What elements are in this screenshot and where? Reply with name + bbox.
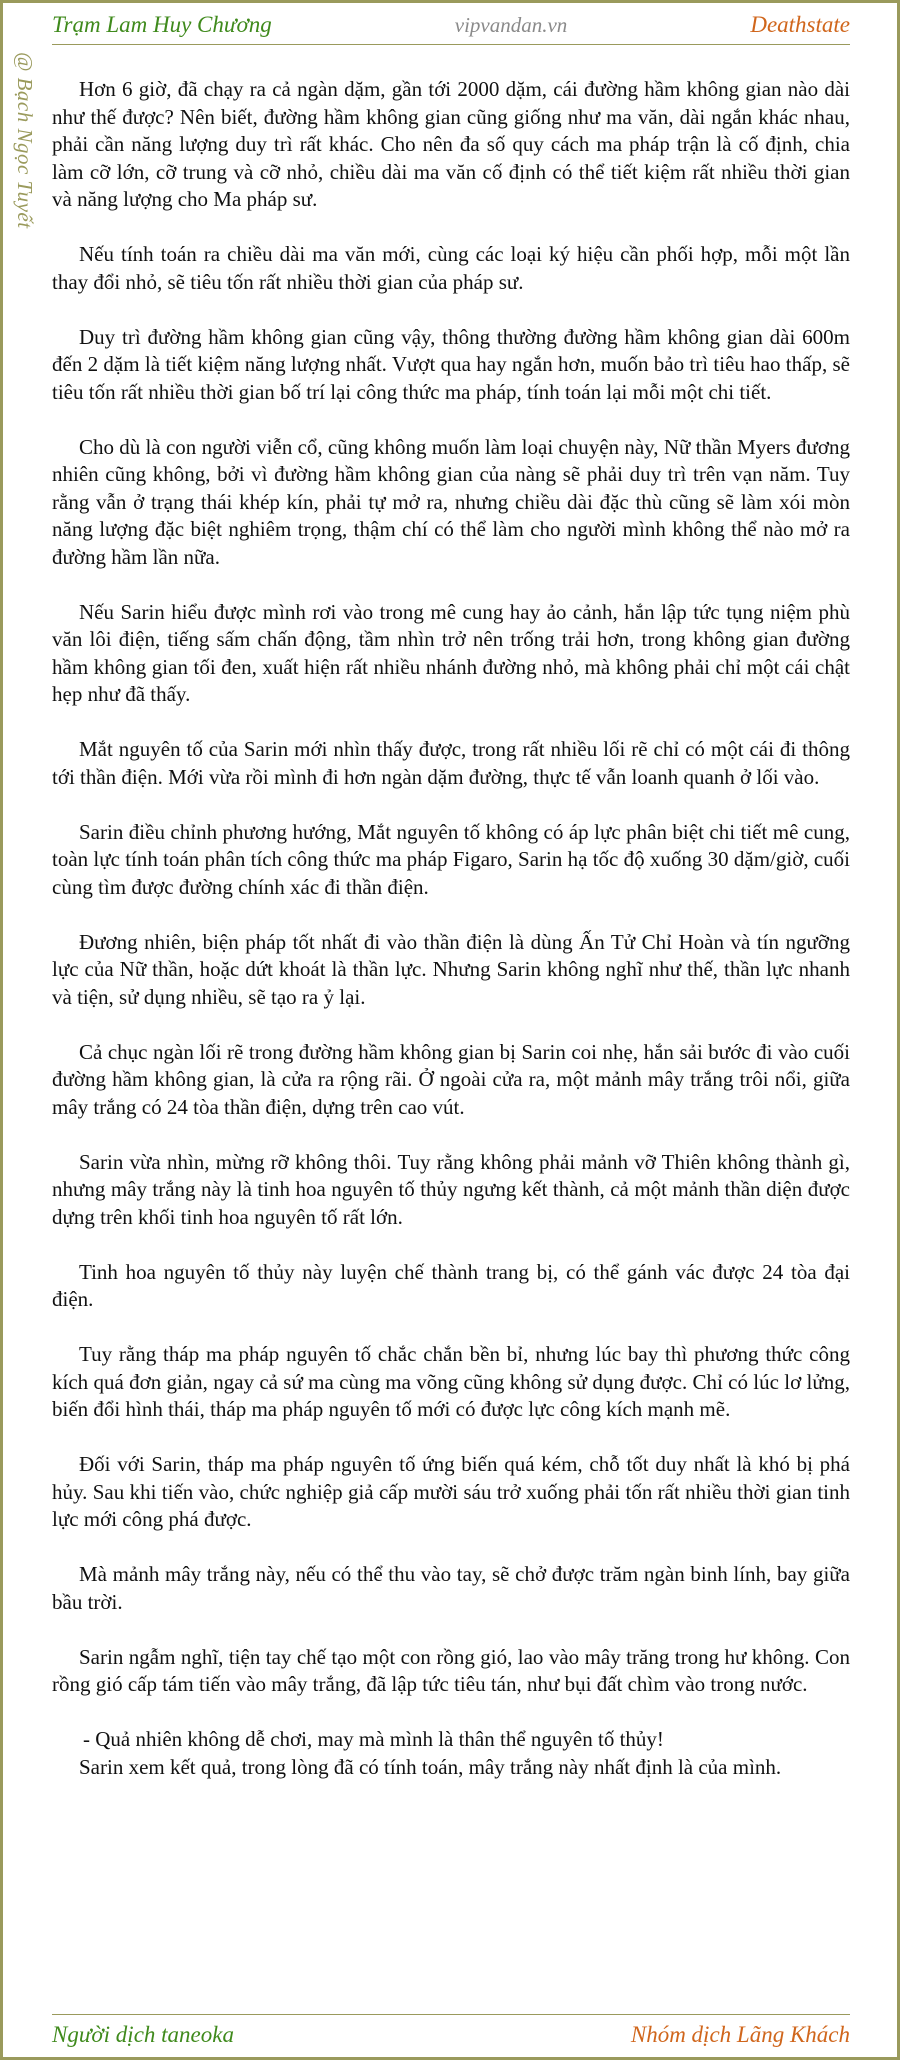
paragraph: Tinh hoa nguyên tố thủy này luyện chế thành trang bị, có thể gánh vác được 24 tòa đại điện. (52, 1259, 850, 1311)
footer-translator: Người dịch taneoka (52, 2022, 234, 2047)
paragraph: Đối với Sarin, tháp ma pháp nguyên tố ứng biến quá kém, chỗ tốt duy nhất là khó bị phá hủy. Sau khi tiến vào, chức nghiệp giả cấp mười sáu trở xuống phải tốn rất nhiều thời gian tinh lực mới công phá được. (52, 1452, 850, 1531)
paragraph: Hơn 6 giờ, đã chạy ra cả ngàn dặm, gần tới 2000 dặm, cái đường hầm không gian nào dài như thế được? Nên biết, đường hầm không gian cũng giống như ma văn, dài ngắn khác nhau, phải cần năng lượng duy trì rất khác. Cho nên đa số quy cách ma pháp trận là cố định, chia làm cỡ lớn, cỡ trung và cỡ nhỏ, chiều dài ma văn cố định có thể tiết kiệm rất nhiều thời gian và năng lượng cho Ma pháp sư. (52, 77, 850, 211)
paragraph: Sarin điều chỉnh phương hướng, Mắt nguyên tố không có áp lực phân biệt chi tiết mê cung, toàn lực tính toán phân tích công thức ma pháp Figaro, Sarin hạ tốc độ xuống 30 dặm/giờ, cuối cùng tìm được đường chính xác đi thần điện. (52, 819, 850, 899)
page-header (52, 6, 850, 45)
chapter-text (52, 76, 850, 1781)
header-website: vipvandan.vn (454, 12, 568, 37)
paragraph: Tuy rằng tháp ma pháp nguyên tố chắc chắn bền bỉ, nhưng lúc bay thì phương thức công kích quá đơn giản, ngay cả sứ ma cùng ma võng cũng không sử dụng được. Chỉ có lúc lơ lửng, biến đổi hình thái, tháp ma pháp nguyên tố mới có được lực công kích mạnh mẽ. (52, 1342, 850, 1421)
paragraph: Nếu tính toán ra chiều dài ma văn mới, cùng các loại ký hiệu cần phối hợp, mỗi một lần thay đổi nhỏ, sẽ tiêu tốn rất nhiều thời gian của pháp sư. (52, 242, 850, 294)
side-watermark-label: @ Bạch Ngọc Tuyết (13, 52, 37, 229)
paragraph: Duy trì đường hầm không gian cũng vậy, thông thường đường hầm không gian dài 600m đến 2 dặm là tiết kiệm năng lượng nhất. Vượt qua hay ngắn hơn, muốn bảo trì tiêu hao thấp, sẽ tiêu tốn rất nhiều thời gian bố trí lại công thức ma pháp, tính toán lại mỗi một chi tiết. (52, 324, 850, 404)
header-site-name: Trạm Lam Huy Chương (52, 12, 272, 37)
paragraph: Nếu Sarin hiểu được mình rơi vào trong mê cung hay ảo cảnh, hắn lập tức tụng niệm phù văn lôi điện, tiếng sấm chấn động, tầm nhìn trở nên trống trải hơn, trong không gian đường hầm không gian tối đen, xuất hiện rất nhiều nhánh đường nhỏ, mà không phải chỉ một cái chật hẹp như đã thấy. (52, 599, 850, 706)
page-footer (52, 2014, 850, 2055)
paragraph: Sarin ngẫm nghĩ, tiện tay chế tạo một con rồng gió, lao vào mây trăng trong hư không. Con rồng gió cấp tám tiến vào mây trắng, đã lập tức tiêu tán, như bụi đất chìm vào trong nước. (52, 1644, 850, 1696)
paragraph: Mắt nguyên tố của Sarin mới nhìn thấy được, trong rất nhiều lối rẽ chỉ có một cái đi thông tới thần điện. Mới vừa rồi mình đi hơn ngàn dặm đường, thực tế vẫn loanh quanh ở lối vào. (52, 737, 850, 789)
paragraph: Cả chục ngàn lối rẽ trong đường hầm không gian bị Sarin coi nhẹ, hắn sải bước đi vào cuối đường hầm không gian, là cửa ra rộng rãi. Ở ngoài cửa ra, một mảnh mây trắng trôi nổi, giữa mây trắng có 24 tòa thần điện, dựng trên cao vút. (52, 1039, 850, 1119)
paragraph: Đương nhiên, biện pháp tốt nhất đi vào thần điện là dùng Ấn Tử Chỉ Hoàn và tín ngưỡng lực của Nữ thần, hoặc dứt khoát là thần lực. Nhưng Sarin không nghĩ như thế, thần lực nhanh và tiện, sử dụng nhiều, sẽ tạo ra ỷ lại. (52, 929, 850, 1009)
final-paragraph: Sarin xem kết quả, trong lòng đã có tính toán, mây trắng này nhất định là của mình. (79, 1754, 782, 1779)
paragraph: Cho dù là con người viễn cổ, cũng không muốn làm loại chuyện này, Nữ thần Myers đương nhiên cũng không, bởi vì đường hầm không gian của nàng sẽ phải duy trì trên vạn năm. Tuy rằng vẫn ở trạng thái khép kín, phải tự mở ra, nhưng chiều dài đặc thù cũng sẽ làm xói mòn năng lượng đặc biệt nghiêm trọng, thậm chí có thể làm cho người mình không thể nào mở ra đường hầm lần nữa. (52, 434, 850, 569)
paragraph: Mà mảnh mây trắng này, nếu có thể thu vào tay, sẽ chở được trăm ngàn binh lính, bay giữa bầu trời. (52, 1562, 850, 1614)
footer-group: Nhóm dịch Lãng Khách (630, 2022, 850, 2047)
header-story-title: Deathstate (750, 12, 850, 37)
paragraph: Sarin vừa nhìn, mừng rỡ không thôi. Tuy rằng không phải mảnh vỡ Thiên không thành gì, nhưng mây trắng này là tinh hoa nguyên tố thủy ngưng kết thành, cả một mảnh thần diện được dựng trên khối tinh hoa nguyên tố rất lớn. (52, 1149, 850, 1229)
dialog-line: - Quả nhiên không dễ chơi, may mà mình là thân thể nguyên tố thủy! (83, 1727, 664, 1751)
